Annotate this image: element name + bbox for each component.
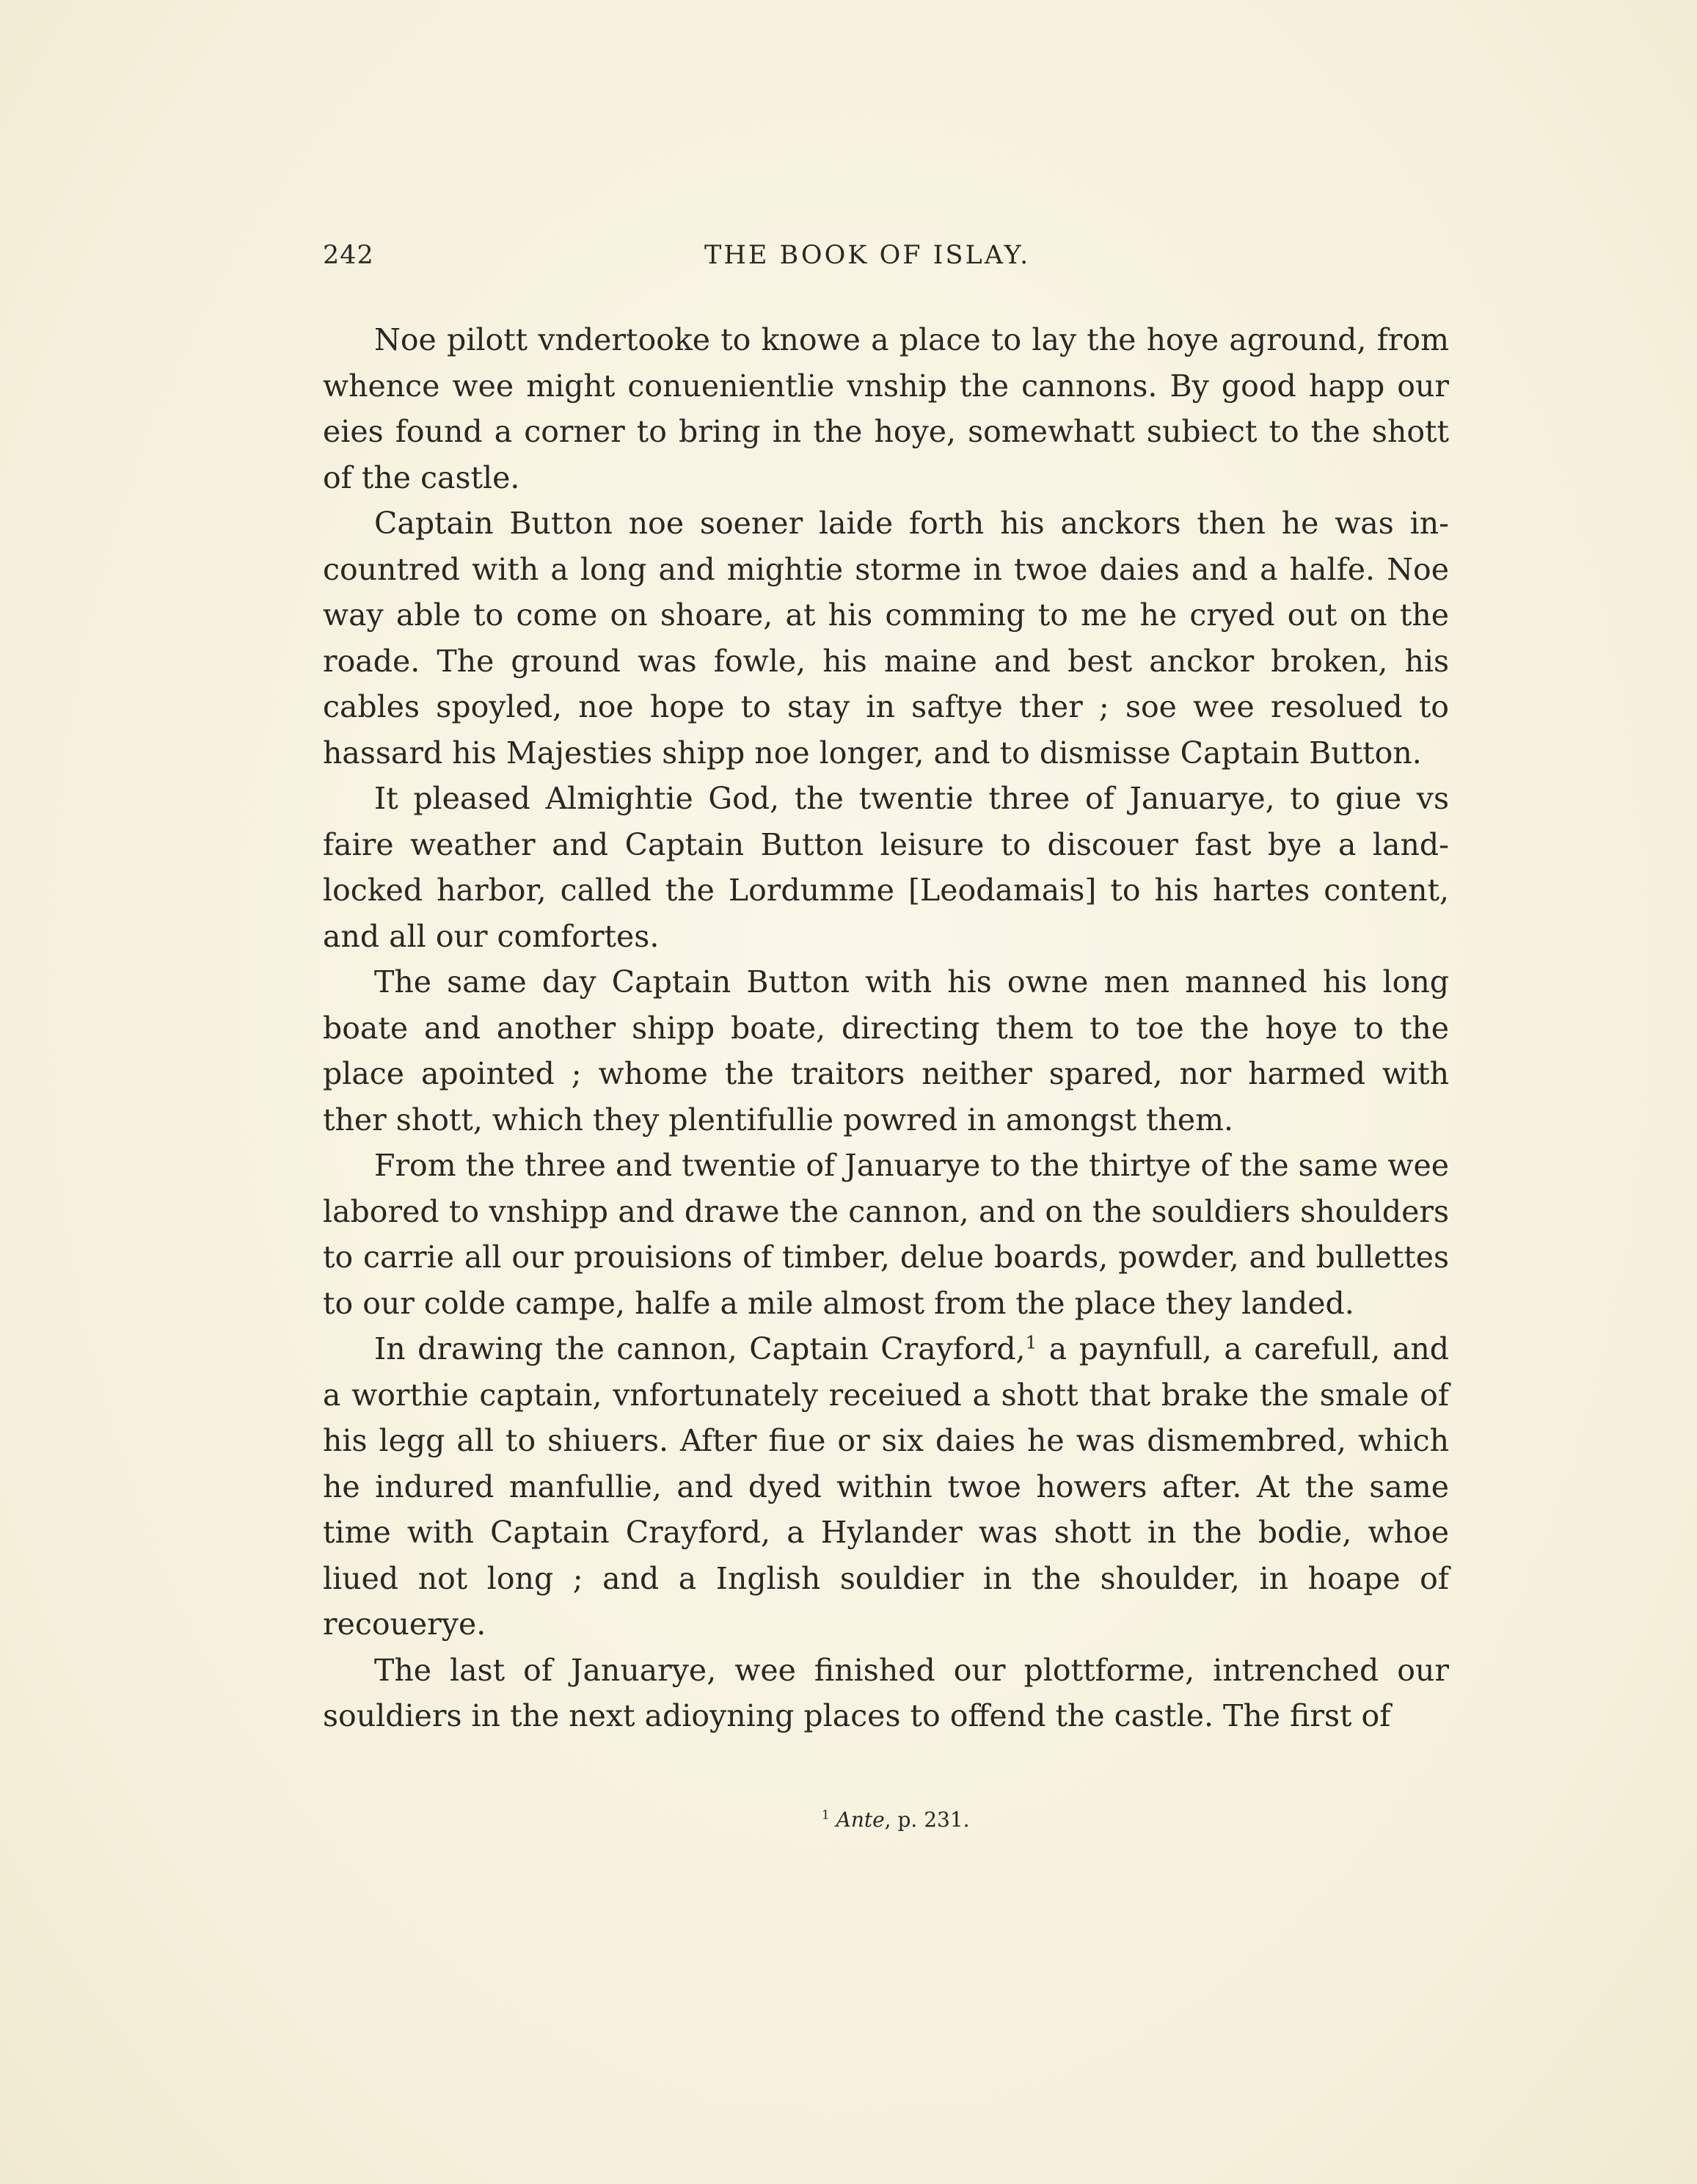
footnote-ref: Ante (836, 1808, 885, 1832)
paragraph-text-start: In drawing the cannon, Captain Crayford, (374, 1331, 1026, 1366)
page-number: 242 (323, 241, 374, 270)
paragraph: It pleased Almightie God, the twentie three of Januarye, to giue vs faire weather and Captain Button leisure to discouer fast bye a land-locked harbor, called the Lordumme [Leodamais] to his hartes content, and all our comfortes. (323, 781, 1449, 954)
paragraph: Noe pilott vndertooke to knowe a place to lay the hoye aground, from whence wee might conuenientlie vnship the cannons. By good happ our eies found a corner to bring in the hoye, somewhatt subiect to the shott of the castle. (323, 322, 1449, 495)
paragraph: Captain Button noe soener laide forth his anckors then he was in-countred with a long and mightie storme in twoe daies and a halfe. Noe way able to come on shoare, at his comming to me he cryed out on the roade. The ground was fowle, his maine and best anckor broken, his cables spoyled, noe hope to stay in saftye ther ; soe wee resolued to hassard his Majesties shipp noe longer, and to dismisse Captain Button. (323, 506, 1449, 771)
paragraph: The same day Captain Button with his owne men manned his long boate and another shipp boate, directing them to toe the hoye to the place apointed ; whome the traitors neither spared, nor harmed with ther shott, which they plentifullie powred in amongst them. (323, 964, 1449, 1138)
paragraph-with-footnote (323, 1326, 1449, 1648)
footnote-page: , p. 231. (884, 1808, 970, 1832)
running-title: THE BOOK OF ISLAY. (704, 241, 1031, 270)
paragraph: From the three and twentie of Januarye to the thirtye of the same wee labored to vnshipp and drawe the cannon, and on the souldiers shoulders to carrie all our prouisions of timber, delue boards, powder, and bullettes to our colde campe, halfe a mile almost from the place they landed. (323, 1148, 1449, 1321)
body-text (323, 317, 1449, 1739)
paragraph-text-end: a paynfull, a carefull, and a worthie captain, vnfortunately receiued a shott that brake the smale of his legg all to shiuers. After fiue or six daies he was dismembred, which he indured manfullie, and dyed within twoe howers after. At the same time with Captain Crayford, a Hylander was shott in the bodie, whoe liued not long ; and a Inglish souldier in the shoulder, in hoape of recouerye. (323, 1331, 1449, 1642)
footnote (822, 1808, 970, 1832)
paragraph: The last of Januarye, wee finished our plottforme, intrenched our souldiers in the next adioyning places to offend the castle. The first of (323, 1652, 1449, 1733)
footnote-mark: 1 (822, 1807, 830, 1822)
footnote-reference-mark[interactable]: 1 (1025, 1331, 1037, 1353)
running-header (323, 241, 1449, 285)
